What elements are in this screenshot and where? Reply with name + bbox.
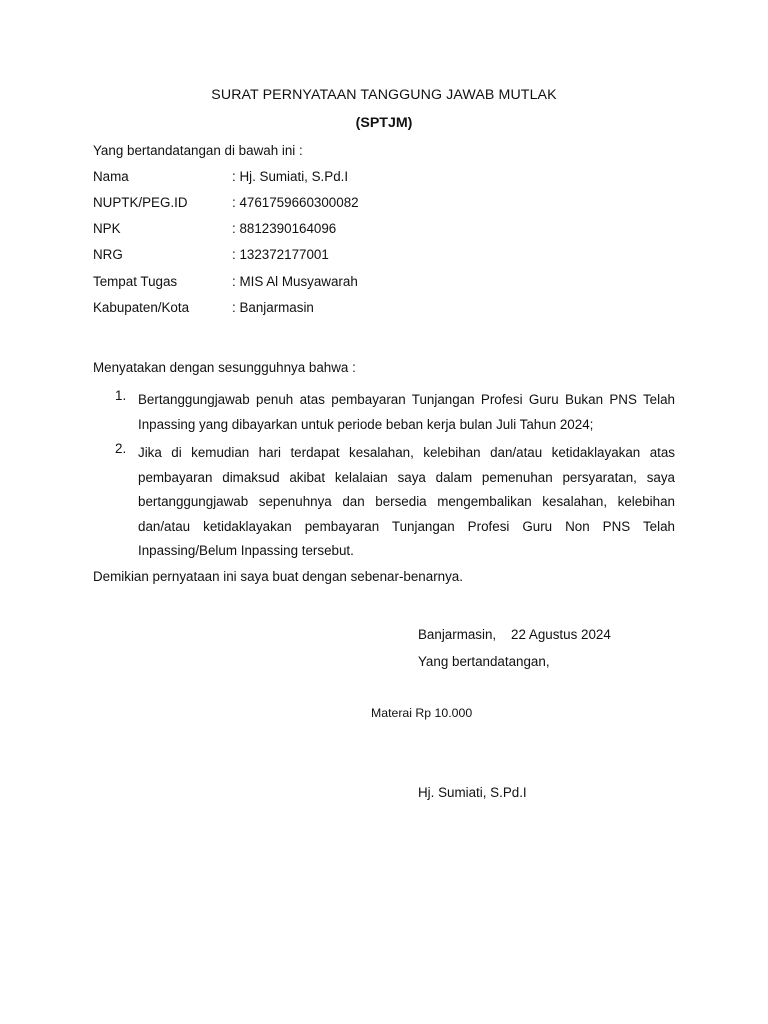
field-row-npk (93, 221, 653, 241)
intro-text: Yang bertandatangan di bawah ini : (93, 143, 303, 158)
document-title: SURAT PERNYATAAN TANGGUNG JAWAB MUTLAK (211, 87, 557, 103)
field-value: : Hj. Sumiati, S.Pd.I (232, 169, 349, 184)
place-date: Banjarmasin, 22 Agustus 2024 (418, 627, 611, 642)
field-label: NRG (93, 247, 123, 262)
field-label: Kabupaten/Kota (93, 300, 190, 315)
field-row-nrg (93, 247, 653, 267)
statement-number: 1. (115, 388, 127, 403)
field-row-tempat-tugas (93, 274, 653, 294)
field-row-kabupaten (93, 300, 653, 320)
field-label: Nama (93, 169, 129, 184)
statement-text: Jika di kemudian hari terdapat kesalahan, kelebihan dan/atau ketidaklayakan atas pembayaran dimaksud akibat kelalaian saya dalam pemenuhan persyaratan, saya bertanggungjawab sepenuhnya dan bersedia mengembalikan kesalahan, kelebihan dan/atau ketidaklayakan pembayaran Tunjangan Profesi Guru Non PNS Telah Inpassing/Belum Inpassing tersebut. (138, 445, 675, 559)
field-label: NUPTK/PEG.ID (93, 195, 188, 210)
field-value: : 8812390164096 (232, 221, 337, 236)
field-row-nuptk (93, 195, 653, 215)
field-label: Tempat Tugas (93, 274, 178, 289)
field-value: : Banjarmasin (232, 300, 314, 315)
field-value: : 132372177001 (232, 247, 329, 262)
document-subtitle: (SPTJM) (355, 115, 413, 131)
field-value: : 4761759660300082 (232, 195, 359, 210)
signer-name: Hj. Sumiati, S.Pd.I (418, 785, 527, 800)
field-label: NPK (93, 221, 121, 236)
statement-text: Bertanggungjawab penuh atas pembayaran Tunjangan Profesi Guru Bukan PNS Telah Inpassing yang dibayarkan untuk periode beban kerja bulan Juli Tahun 2024; (138, 392, 675, 432)
field-value: : MIS Al Musyawarah (232, 274, 358, 289)
stamp-note: Materai Rp 10.000 (371, 706, 473, 720)
statement-number: 2. (115, 441, 127, 456)
closing-text: Demikian pernyataan ini saya buat dengan sebenar-benarnya. (93, 569, 463, 584)
signer-title: Yang bertandatangan, (418, 654, 550, 669)
statement-intro: Menyatakan dengan sesungguhnya bahwa : (93, 360, 356, 375)
field-row-name (93, 169, 653, 189)
